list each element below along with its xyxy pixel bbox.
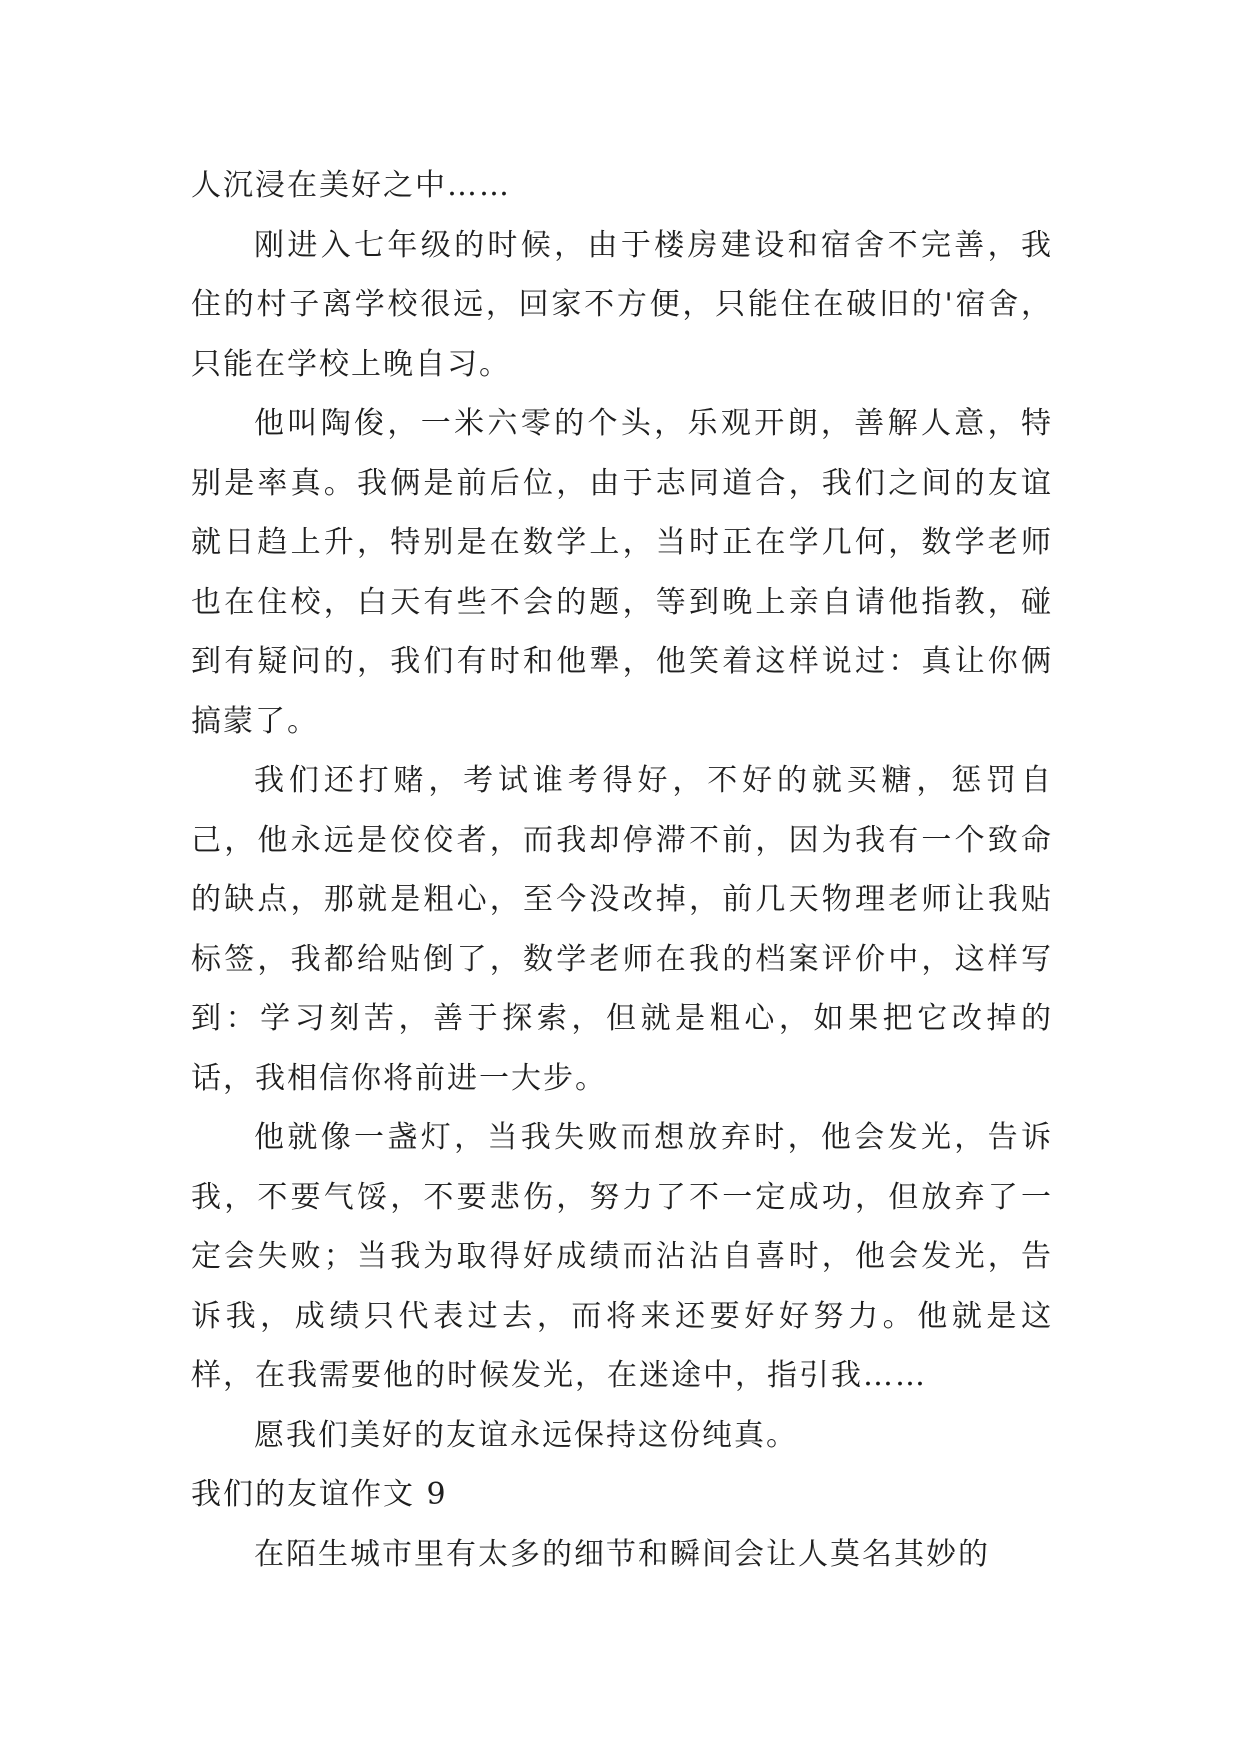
paragraph-dormitory: 刚进入七年级的时候，由于楼房建设和宿舍不完善，我住的村子离学校很远，回家不方便，只能住在破旧的'宿舍，只能在学校上晚自习。: [191, 227, 1053, 382]
document-body: [191, 156, 1053, 1584]
paragraph-wish: 愿我们美好的友谊永远保持这份纯真。: [254, 1417, 798, 1453]
paragraph-tao-jun: 他叫陶俊，一米六零的个头，乐观开朗，善解人意，特别是率真。我俩是前后位，由于志同道合，我们之间的友谊就日趋上升，特别是在数学上，当时正在学几何，数学老师也在住校，白天有些不会的题，等到晚上亲自请他指教，碰到有疑问的，我们有时和他犟，他笑着这样说过：真让你俩搞蒙了。: [191, 406, 1053, 739]
paragraph-stranger-city: 在陌生城市里有太多的细节和瞬间会让人莫名其妙的: [254, 1536, 990, 1572]
paragraph-lamp: 他就像一盏灯，当我失败而想放弃时，他会发光，告诉我，不要气馁，不要悲伤，努力了不一定成功，但放弃了一定会失败；当我为取得好成绩而沾沾自喜时，他会发光，告诉我，成绩只代表过去，而将来还要好好努力。他就是这样，在我需要他的时候发光，在迷途中，指引我……: [191, 1120, 1053, 1393]
section-title: 我们的友谊作文 9: [191, 1477, 448, 1512]
paragraph-bet: 我们还打赌，考试谁考得好，不好的就买糖，惩罚自己，他永远是佼佼者，而我却停滞不前，因为我有一个致命的缺点，那就是粗心，至今没改掉，前几天物理老师让我贴标签，我都给贴倒了，数学老师在我的档案评价中，这样写到：学习刻苦，善于探索，但就是粗心，如果把它改掉的话，我相信你将前进一大步。: [191, 763, 1053, 1096]
paragraph-continuation: 人沉浸在美好之中……: [191, 168, 511, 203]
